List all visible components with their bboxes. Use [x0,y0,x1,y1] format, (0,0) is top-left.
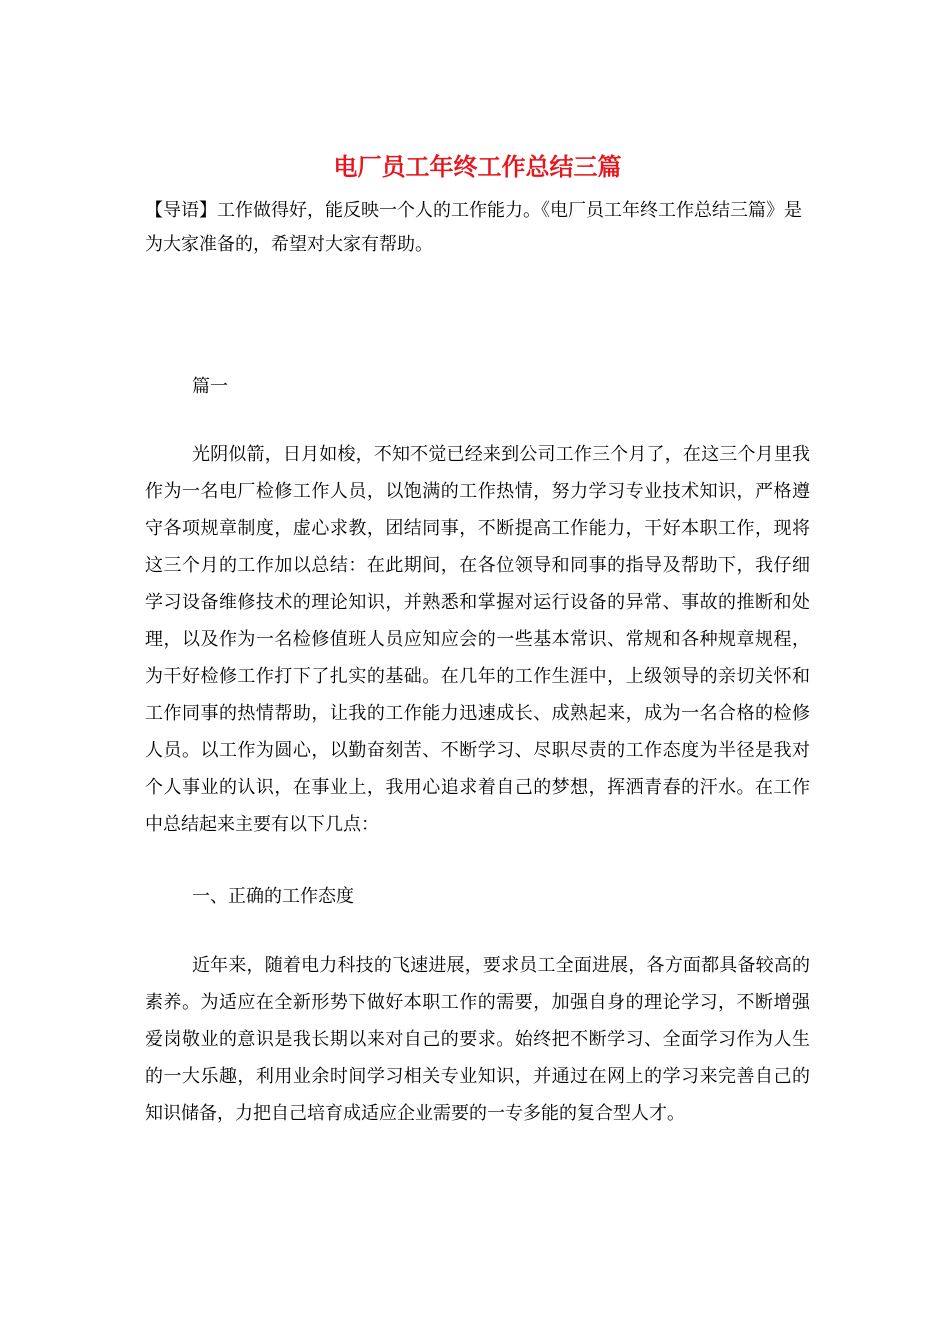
section-heading: 一、正确的工作态度 [192,886,354,907]
chapter-label: 篇一 [192,376,228,397]
body-paragraph: 光阴似箭，日月如梭，不知不觉已经来到公司工作三个月了，在这三个月里我作为一名电厂检修工作人员，以饱满的工作热情，努力学习专业技术知识，严格遵守各项规章制度，虚心求教，团结同事，不断提高工作能力，干好本职工作，现将这三个月的工作加以总结：在此期间，在各位领导和同事的指导及帮助下，我仔细学习设备维修技术的理论知识，并熟悉和掌握对运行设备的异常、事故的推断和处理，以及作为一名检修值班人员应知应会的一些基本常识、常规和各种规章规程，为干好检修工作打下了扎实的基础。在几年的工作生涯中，上级领导的亲切关怀和工作同事的热情帮助，让我的工作能力迅速成长、成熟起来，成为一名合格的检修人员。以工作为圆心，以勤奋刻苦、不断学习、尽职尽责的工作态度为半径是我对个人事业的认识，在事业上，我用心追求着自己的梦想，挥洒青春的汗水。在工作中总结起来主要有以下几点： [145,444,810,835]
lead-paragraph: 【导语】工作做得好，能反映一个人的工作能力。《电厂员工年终工作总结三篇》是为大家准备的，希望对大家有帮助。 [145,200,802,255]
document-title: 电厂员工年终工作总结三篇 [333,152,622,181]
body-paragraph: 近年来，随着电力科技的飞速进展，要求员工全面进展，各方面都具备较高的素养。为适应在全新形势下做好本职工作的需要，加强自身的理论学习，不断增强爱岗敬业的意识是我长期以来对自己的要求。始终把不断学习、全面学习作为人生的一大乐趣，利用业余时间学习相关专业知识，并通过在网上的学习来完善自己的知识储备，力把自己培育成适应企业需要的一专多能的复合型人才。 [145,955,810,1124]
